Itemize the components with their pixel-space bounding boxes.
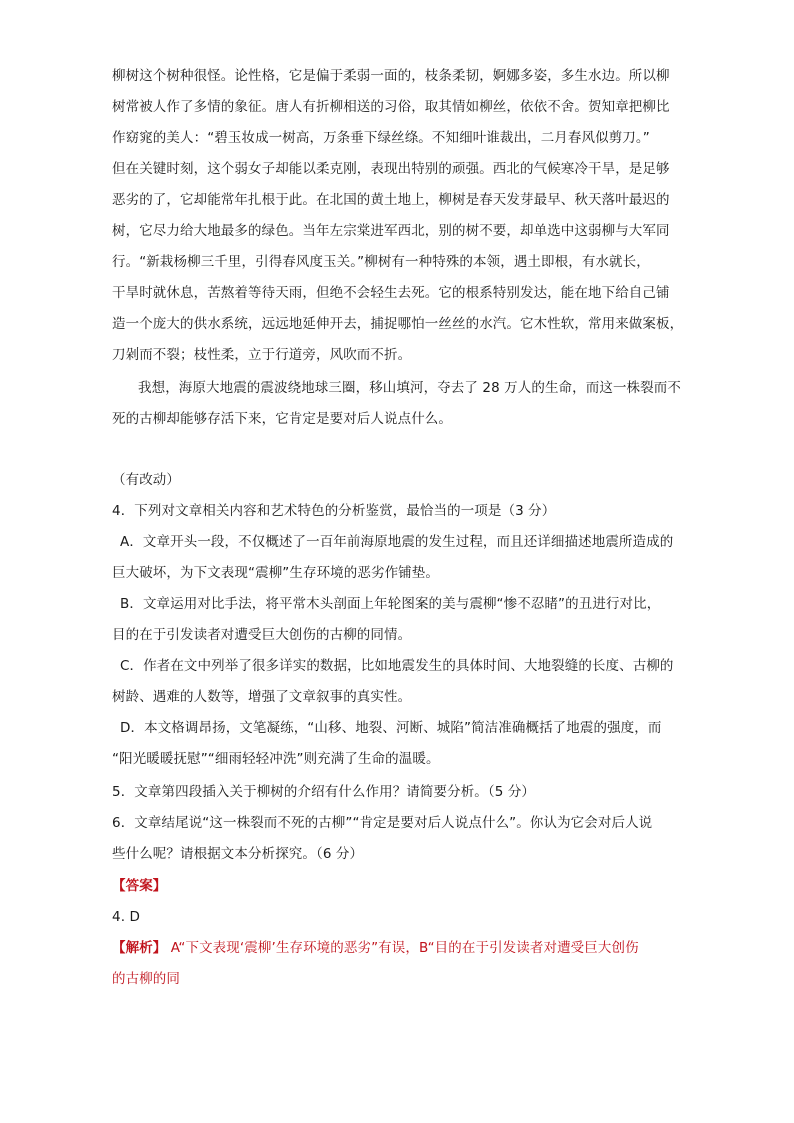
question-6-line-2: 些什么呢？请根据文本分析探究。（6 分） — [112, 846, 364, 862]
option-d-line-2: “阳光暖暖抚慰”“细雨轻轻冲洗”则充满了生命的温暖。 — [112, 751, 440, 767]
option-d-line-1: D．本文格调昂扬，文笔凝练，“山移、地裂、河断、城陷”简洁准确概括了地震的强度，而 — [120, 720, 662, 736]
passage-line: 恶劣的了，它却能常年扎根于此。在北国的黄土地上，柳树是春天发芽最早、秋天落叶最迟的 — [112, 192, 670, 208]
option-c-line-1: C．作者在文中列举了很多详实的数据，比如地震发生的具体时间、大地裂缝的长度、古柳的 — [120, 658, 674, 674]
passage-line: 但在关键时刻，这个弱女子却能以柔克刚，表现出特别的顽强。西北的气候寒冷干旱，是足够 — [112, 161, 670, 177]
question-6-line-1: 6．文章结尾说“这一株裂而不死的古柳”“肯定是要对后人说点什么”。你认为它会对后人说 — [112, 815, 653, 831]
passage-line: 树常被人作了多情的象征。唐人有折柳相送的习俗，取其情如柳丝，依依不舍。贺知章把柳比 — [112, 99, 670, 115]
analysis-line-1 — [112, 938, 639, 958]
analysis-line-2: 的古柳的同 — [112, 971, 180, 987]
source-note: （有改动） — [112, 472, 180, 488]
analysis-text: A“下文表现‘震柳’生存环境的恶劣”有误，B“目的在于引发读者对遭受巨大创伤 — [166, 940, 639, 956]
option-b-line-1: B．文章运用对比手法，将平常木头剖面上年轮图案的美与震柳“惨不忍睹”的丑进行对比， — [120, 596, 661, 612]
passage-paragraph-2-line-1: 我想，海原大地震的震波绕地球三圈，移山填河，夺去了 28 万人的生命，而这一株裂而不 — [138, 380, 681, 396]
analysis-label: 【解析】 — [112, 940, 167, 956]
passage-line: 行。“新栽杨柳三千里，引得春风度玉关。”柳树有一种特殊的本领，遇土即根，有水就长， — [112, 254, 650, 270]
passage-line: 树，它尽力给大地最多的绿色。当年左宗棠进军西北，别的树不要，却单选中这弱柳与大军同 — [112, 223, 670, 239]
passage-paragraph-2-line-2: 死的古柳却能够存活下来，它肯定是要对后人说点什么。 — [112, 411, 452, 427]
option-b-line-2: 目的在于引发读者对遭受巨大创伤的古柳的同情。 — [112, 627, 412, 643]
question-4-stem: 4．下列对文章相关内容和艺术特色的分析鉴赏，最恰当的一项是（3 分） — [112, 503, 556, 519]
option-c-line-2: 树龄、遇难的人数等，增强了文章叙事的真实性。 — [112, 689, 412, 705]
answer-q4: 4. D — [112, 909, 140, 925]
option-a-line-1: A．文章开头一段，不仅概述了一百年前海原地震的发生过程，而且还详细描述地震所造成的 — [120, 534, 674, 550]
passage-line: 作窈窕的美人：“碧玉妆成一树高，万条垂下绿丝绦。不知细叶谁裁出，二月春风似剪刀。” — [112, 130, 650, 146]
option-a-line-2: 巨大破坏，为下文表现“震柳”生存环境的恶劣作铺垫。 — [112, 565, 439, 581]
passage-line: 柳树这个树种很怪。论性格，它是偏于柔弱一面的，枝条柔韧，婀娜多姿，多生水边。所以柳 — [112, 68, 670, 84]
passage-line: 造一个庞大的供水系统，远远地延伸开去，捕捉哪怕一丝丝的水汽。它木性软，常用来做案板， — [112, 316, 684, 332]
question-5: 5．文章第四段插入关于柳树的介绍有什么作用？请简要分析。（5 分） — [112, 784, 536, 800]
passage-line: 刀剁而不裂；枝性柔，立于行道旁，风吹而不折。 — [112, 347, 412, 363]
passage-line: 干旱时就休息，苦熬着等待天雨，但绝不会轻生去死。它的根系特别发达，能在地下给自己铺 — [112, 285, 670, 301]
answer-label: 【答案】 — [112, 878, 167, 894]
